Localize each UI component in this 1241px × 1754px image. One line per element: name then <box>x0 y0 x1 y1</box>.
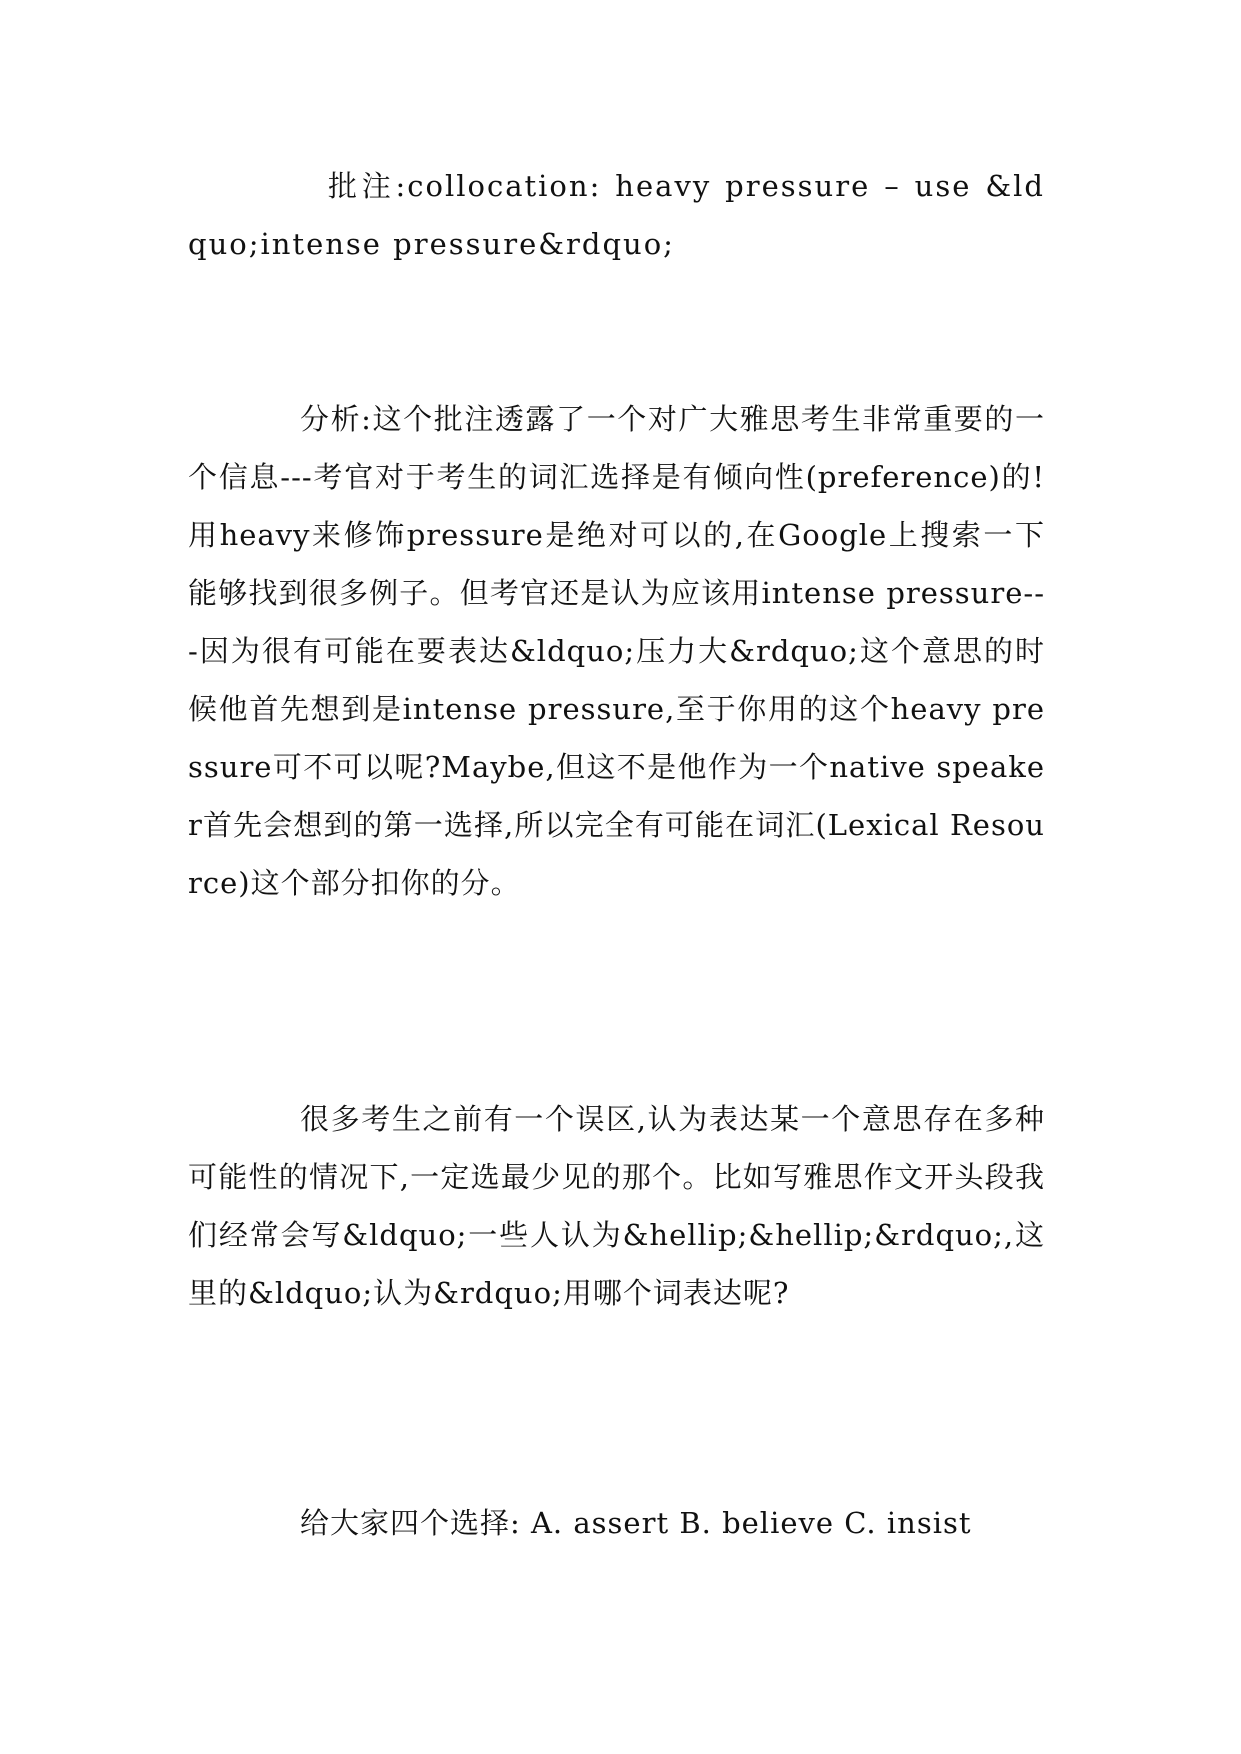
annotation-paragraph: 批注:collocation: heavy pressure – use &ldquo;intense pressure&rdquo; <box>188 169 1045 261</box>
choices-paragraph: 给大家四个选择: A. assert B. believe C. insist <box>300 1506 972 1540</box>
analysis-paragraph: 分析:这个批注透露了一个对广大雅思考生非常重要的一个信息---考官对于考生的词汇选择是有倾向性(preference)的!用heavy来修饰pressure是绝对可以的,在Google上搜索一下能够找到很多例子。但考官还是认为应该用intense pressure---因为很有可能在要表达&ldquo;压力大&rdquo;这个意思的时候他首先想到是intense pressure,至于你用的这个heavy pressure可不可以呢?Maybe,但这不是他作为一个native speaker首先会想到的第一选择,所以完全有可能在词汇(Lexical Resource)这个部分扣你的分。 <box>188 402 1045 900</box>
misconception-paragraph: 很多考生之前有一个误区,认为表达某一个意思存在多种可能性的情况下,一定选最少见的那个。比如写雅思作文开头段我们经常会写&ldquo;一些人认为&hellip;&hellip;&rdquo;,这里的&ldquo;认为&rdquo;用哪个词表达呢? <box>188 1102 1045 1310</box>
